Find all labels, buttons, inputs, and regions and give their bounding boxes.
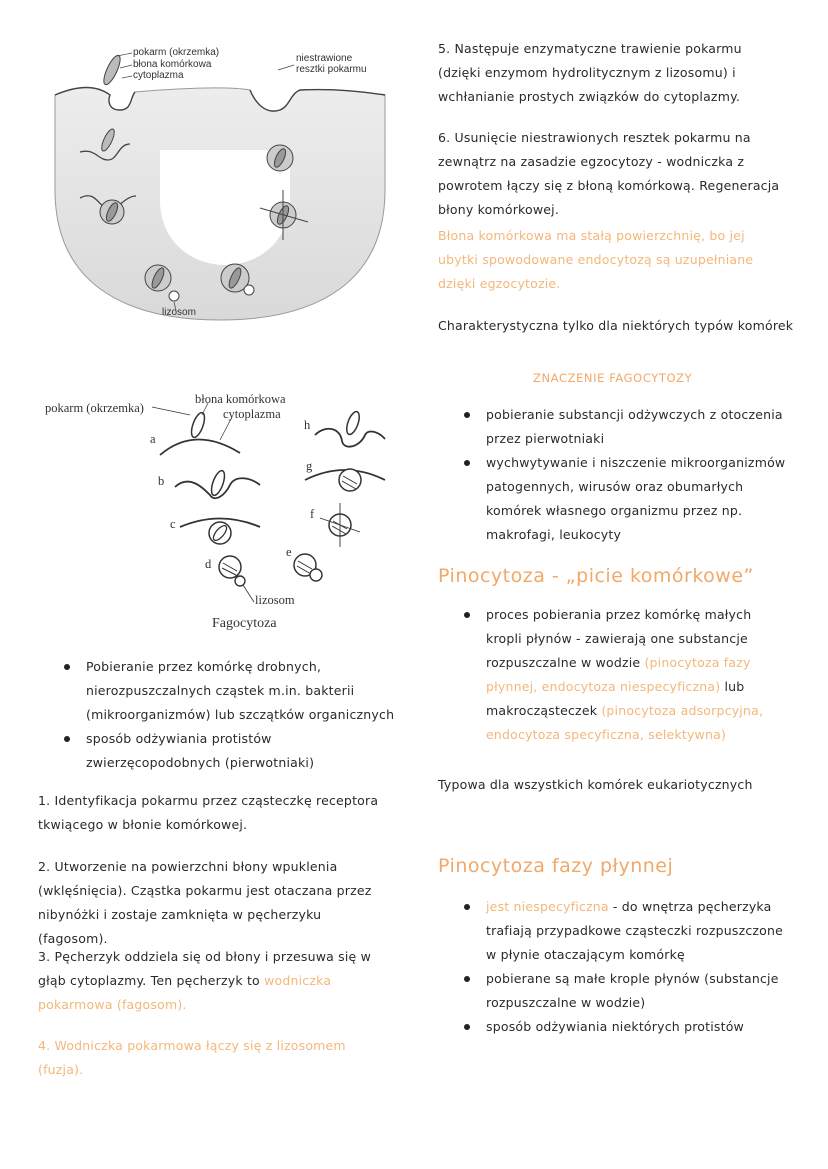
faza-bullets <box>458 895 788 1039</box>
label-d: d <box>205 557 212 571</box>
left-bullet-1: Pobieranie przez komórkę drobnych, nierozpuszczalnych cząstek m.in. bakterii (mikroorganizmów) lub szczątków organicznych <box>58 655 398 727</box>
faza-bullet-1 <box>458 895 788 967</box>
pinocytoza-bullet-1 <box>458 603 778 747</box>
pinocytoza-bullets <box>458 603 778 747</box>
typowa-note: Typowa dla wszystkich komórek eukariotycznych <box>438 777 753 792</box>
pino-text-d: (pinocytoza adsorpcyjna, endocytoza specyficzna, selektywna) <box>486 703 764 742</box>
label-lizosom-2: lizosom <box>255 593 295 607</box>
figure-phagocytosis-u <box>50 40 390 325</box>
label-c: c <box>170 517 176 531</box>
label-g: g <box>306 459 313 473</box>
step-4: 4. Wodniczka pokarmowa łączy się z lizosomem (fuzja). <box>38 1038 346 1077</box>
label-blona-1: błona komórkowa <box>133 59 212 70</box>
pinocytoza-title: Pinocytoza - „picie komórkowe” <box>438 565 754 587</box>
left-bullet-2: sposób odżywiania protistów zwierzęcopodobnych (pierwotniaki) <box>58 727 398 775</box>
figure-caption: Fagocytoza <box>212 616 277 631</box>
znaczenie-bullet-1: pobieranie substancji odżywczych z otoczenia przez pierwotniaki <box>458 403 793 451</box>
pino-text-a: proces pobierania przez komórkę małych kropli płynów - zawierają one substancje rozpuszczalne w wodzie <box>486 607 752 670</box>
label-cytoplazma-2: cytoplazma <box>223 407 281 421</box>
znaczenie-bullets <box>458 403 793 547</box>
label-niestrawione-1: niestrawione <box>296 53 353 64</box>
label-niestrawione-2: resztki pokarmu <box>296 64 367 75</box>
figure-fagocytoza <box>40 385 400 640</box>
faza-bullet-2: pobierane są małe krople płynów (substancje rozpuszczalne w wodzie) <box>458 967 788 1015</box>
label-blona-2: błona komórkowa <box>195 392 286 406</box>
step-3 <box>38 945 388 1017</box>
label-lizosom-1: lizosom <box>162 307 196 318</box>
pino-text-c: lub makrocząsteczek <box>486 679 745 718</box>
label-pokarm-1: pokarm (okrzemka) <box>133 47 220 58</box>
step-5: 5. Następuje enzymatyczne trawienie pokarmu (dzięki enzymom hydrolitycznym z lizosomu) i wchłanianie prostych związków do cytoplazmy. <box>438 41 742 104</box>
step-3-highlight: wodniczka pokarmowa (fagosom). <box>38 973 332 1012</box>
faza-b1-text: - do wnętrza pęcherzyka trafiają przypadkowe cząsteczki rozpuszczone w płynie otaczającym komórkę <box>486 899 784 962</box>
label-e: e <box>286 545 292 559</box>
label-b: b <box>158 474 165 488</box>
label-cytoplazma-1: cytoplazma <box>133 70 184 81</box>
left-bullets <box>58 655 398 775</box>
step-1: 1. Identyfikacja pokarmu przez cząsteczkę receptora tkwiącego w błonie komórkowej. <box>38 793 379 832</box>
characteristic-note: Charakterystyczna tylko dla niektórych typów komórek <box>438 318 794 333</box>
step-3-text: 3. Pęcherzyk oddziela się od błony i przesuwa się w głąb cytoplazmy. Ten pęcherzyk to <box>38 949 372 988</box>
znaczenie-bullet-2: wychwytywanie i niszczenie mikroorganizmów patogennych, wirusów oraz obumarłych komórek własnego organizmu przez np. makrofagi, leukocyty <box>458 451 793 547</box>
label-f: f <box>310 507 315 521</box>
label-pokarm-2: pokarm (okrzemka) <box>45 401 144 415</box>
fagocytoza-diagram <box>40 385 400 640</box>
u-diagram <box>50 40 390 325</box>
step-6: 6. Usunięcie niestrawionych resztek pokarmu na zewnątrz na zasadzie egzocytozy - wodniczka z powrotem łączy się z błoną komórkową. Regeneracja błony komórkowej. <box>438 130 780 217</box>
label-h: h <box>304 418 311 432</box>
membrane-note: Błona komórkowa ma stałą powierzchnię, bo jej ubytki spowodowane endocytozą są uzupełniane dzięki egzocytozie. <box>438 228 754 291</box>
faza-b1-highlight: jest niespecyficzna <box>486 899 609 914</box>
pino-text-b: (pinocytoza fazy płynnej, endocytoza niespecyficzna) <box>486 655 751 694</box>
faza-bullet-3: sposób odżywiania niektórych protistów <box>458 1015 788 1039</box>
faza-title: Pinocytoza fazy płynnej <box>438 855 674 877</box>
step-2: 2. Utworzenie na powierzchni błony wpuklenia (wklęśnięcia). Cząstka pokarmu jest otaczana przez nibynóżki i zostaje zamknięta w pęcherzyku (fagosom). <box>38 859 372 946</box>
znaczenie-title: ZNACZENIE FAGOCYTOZY <box>533 371 693 385</box>
label-a: a <box>150 432 156 446</box>
